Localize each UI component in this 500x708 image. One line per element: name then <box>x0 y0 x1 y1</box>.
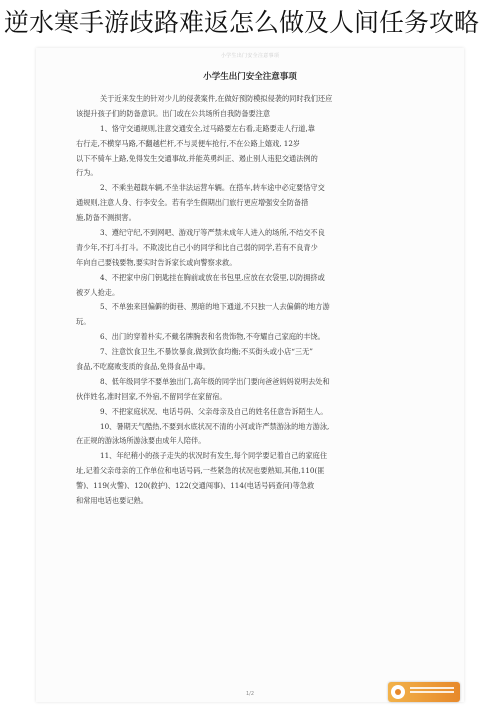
body-line: 7、注意饮食卫生,不暴饮暴食,做到饮食均衡;不买街头或小店“三无” <box>100 347 313 357</box>
body-line: 玩。 <box>76 317 91 327</box>
page-number: 1/2 <box>245 691 255 697</box>
logo-mark-icon <box>391 685 405 699</box>
body-line: 8、低年级同学不要单独出门,高年级的同学出门要向爸爸妈妈说明去处和 <box>100 376 330 386</box>
document-title: 小学生出门安全注意事项 <box>203 72 297 82</box>
body-line: 青少年,不打斗打斗。不欺凌比自己小的同学和比自己弱的同学,若有不良青少 <box>76 242 318 252</box>
body-line: 在正规的游泳场所游泳要由成年人陪伴。 <box>76 436 206 446</box>
body-line: 址,记着父亲母亲的工作单位和电话号码,一些紧急的状况也要熟知,其他,110(匪 <box>76 466 325 476</box>
body-line: 通规则,注意人身、行李安全。若有学生假期出门旅行更应增强安全防备措 <box>76 198 309 208</box>
body-line: 施,防备不测损害。 <box>76 213 136 223</box>
body-line: 6、出门的穿着朴实,不戴名牌腕表和名贵饰物,不夸耀自己家庭的丰饶。 <box>100 332 325 342</box>
body-line: 以下不骑车上路,免得发生交通事故,并能英勇纠正、遏止别人违犯交通法例的 <box>76 153 318 163</box>
body-line: 行为。 <box>76 168 98 178</box>
logo-wordmark-icon <box>410 687 454 697</box>
body-line: 被歹人抢走。 <box>76 287 120 297</box>
body-line: 年向自己要钱要物,要实时告诉家长或向警察求救。 <box>76 257 237 267</box>
body-line: 1、恪守交通规则,注意交通安全,过马路要左右看,走路要走人行道,靠 <box>100 123 315 133</box>
body-line: 5、不单独来回偏僻的街巷、黑暗的地下通道,不只独一人去偏僻的地方游 <box>100 302 330 312</box>
body-line: 伙伴姓名,准时回家,不外宿,不留同学在家留宿。 <box>76 391 227 401</box>
body-line: 该提升孩子们的防备意识。出门或在公共场所自我防备要注意 <box>76 108 271 118</box>
document-body <box>76 92 414 509</box>
body-line: 4、不把家中房门钥匙挂在胸前或放在书包里,应放在衣袋里,以防拥挤或 <box>100 272 325 282</box>
site-logo-icon[interactable] <box>388 682 460 702</box>
body-line: 10、暑期天气酷热,不要到水底状况不清的小河或许严禁游泳的地方游泳, <box>100 421 330 431</box>
body-line: 关于近来发生的针对少儿的侵袭案件,在做好预防模拟侵袭的同时我们还应 <box>100 94 333 103</box>
body-line: 2、不乘坐超载车辆,不坐非法运营车辆。在搭车,转车途中必定要恪守交 <box>100 183 325 193</box>
body-line: 3、遵纪守纪,不到网吧、游戏厅等严禁未成年人进入的场所,不结交不良 <box>100 228 325 238</box>
body-line: 警)、119(火警)、120(救护)、122(交通闯事)、114(电话号码查问)等急救 <box>76 481 315 491</box>
body-line: 食品,不吃腐败变质的食品,免得食品中毒。 <box>76 362 210 372</box>
running-head: 小学生出门安全注意事项 <box>220 53 280 59</box>
body-line: 右行走,不横穿马路,不翻越栏杆,不与灵便车抢行,不在公路上嬉戏, 12岁 <box>76 138 301 148</box>
document-page <box>36 48 464 702</box>
body-line: 和常用电话也要记熟。 <box>76 496 148 506</box>
article-headline: 逆水寒手游歧路难返怎么做及人间任务攻略 <box>4 8 480 37</box>
body-line: 9、不把家庭状况、电话号码、父亲母亲及自己的姓名任意告诉陌生人。 <box>100 406 328 416</box>
body-line: 11、年纪稍小的孩子走失的状况时有发生,每个同学要记着自己的家庭住 <box>100 451 328 461</box>
